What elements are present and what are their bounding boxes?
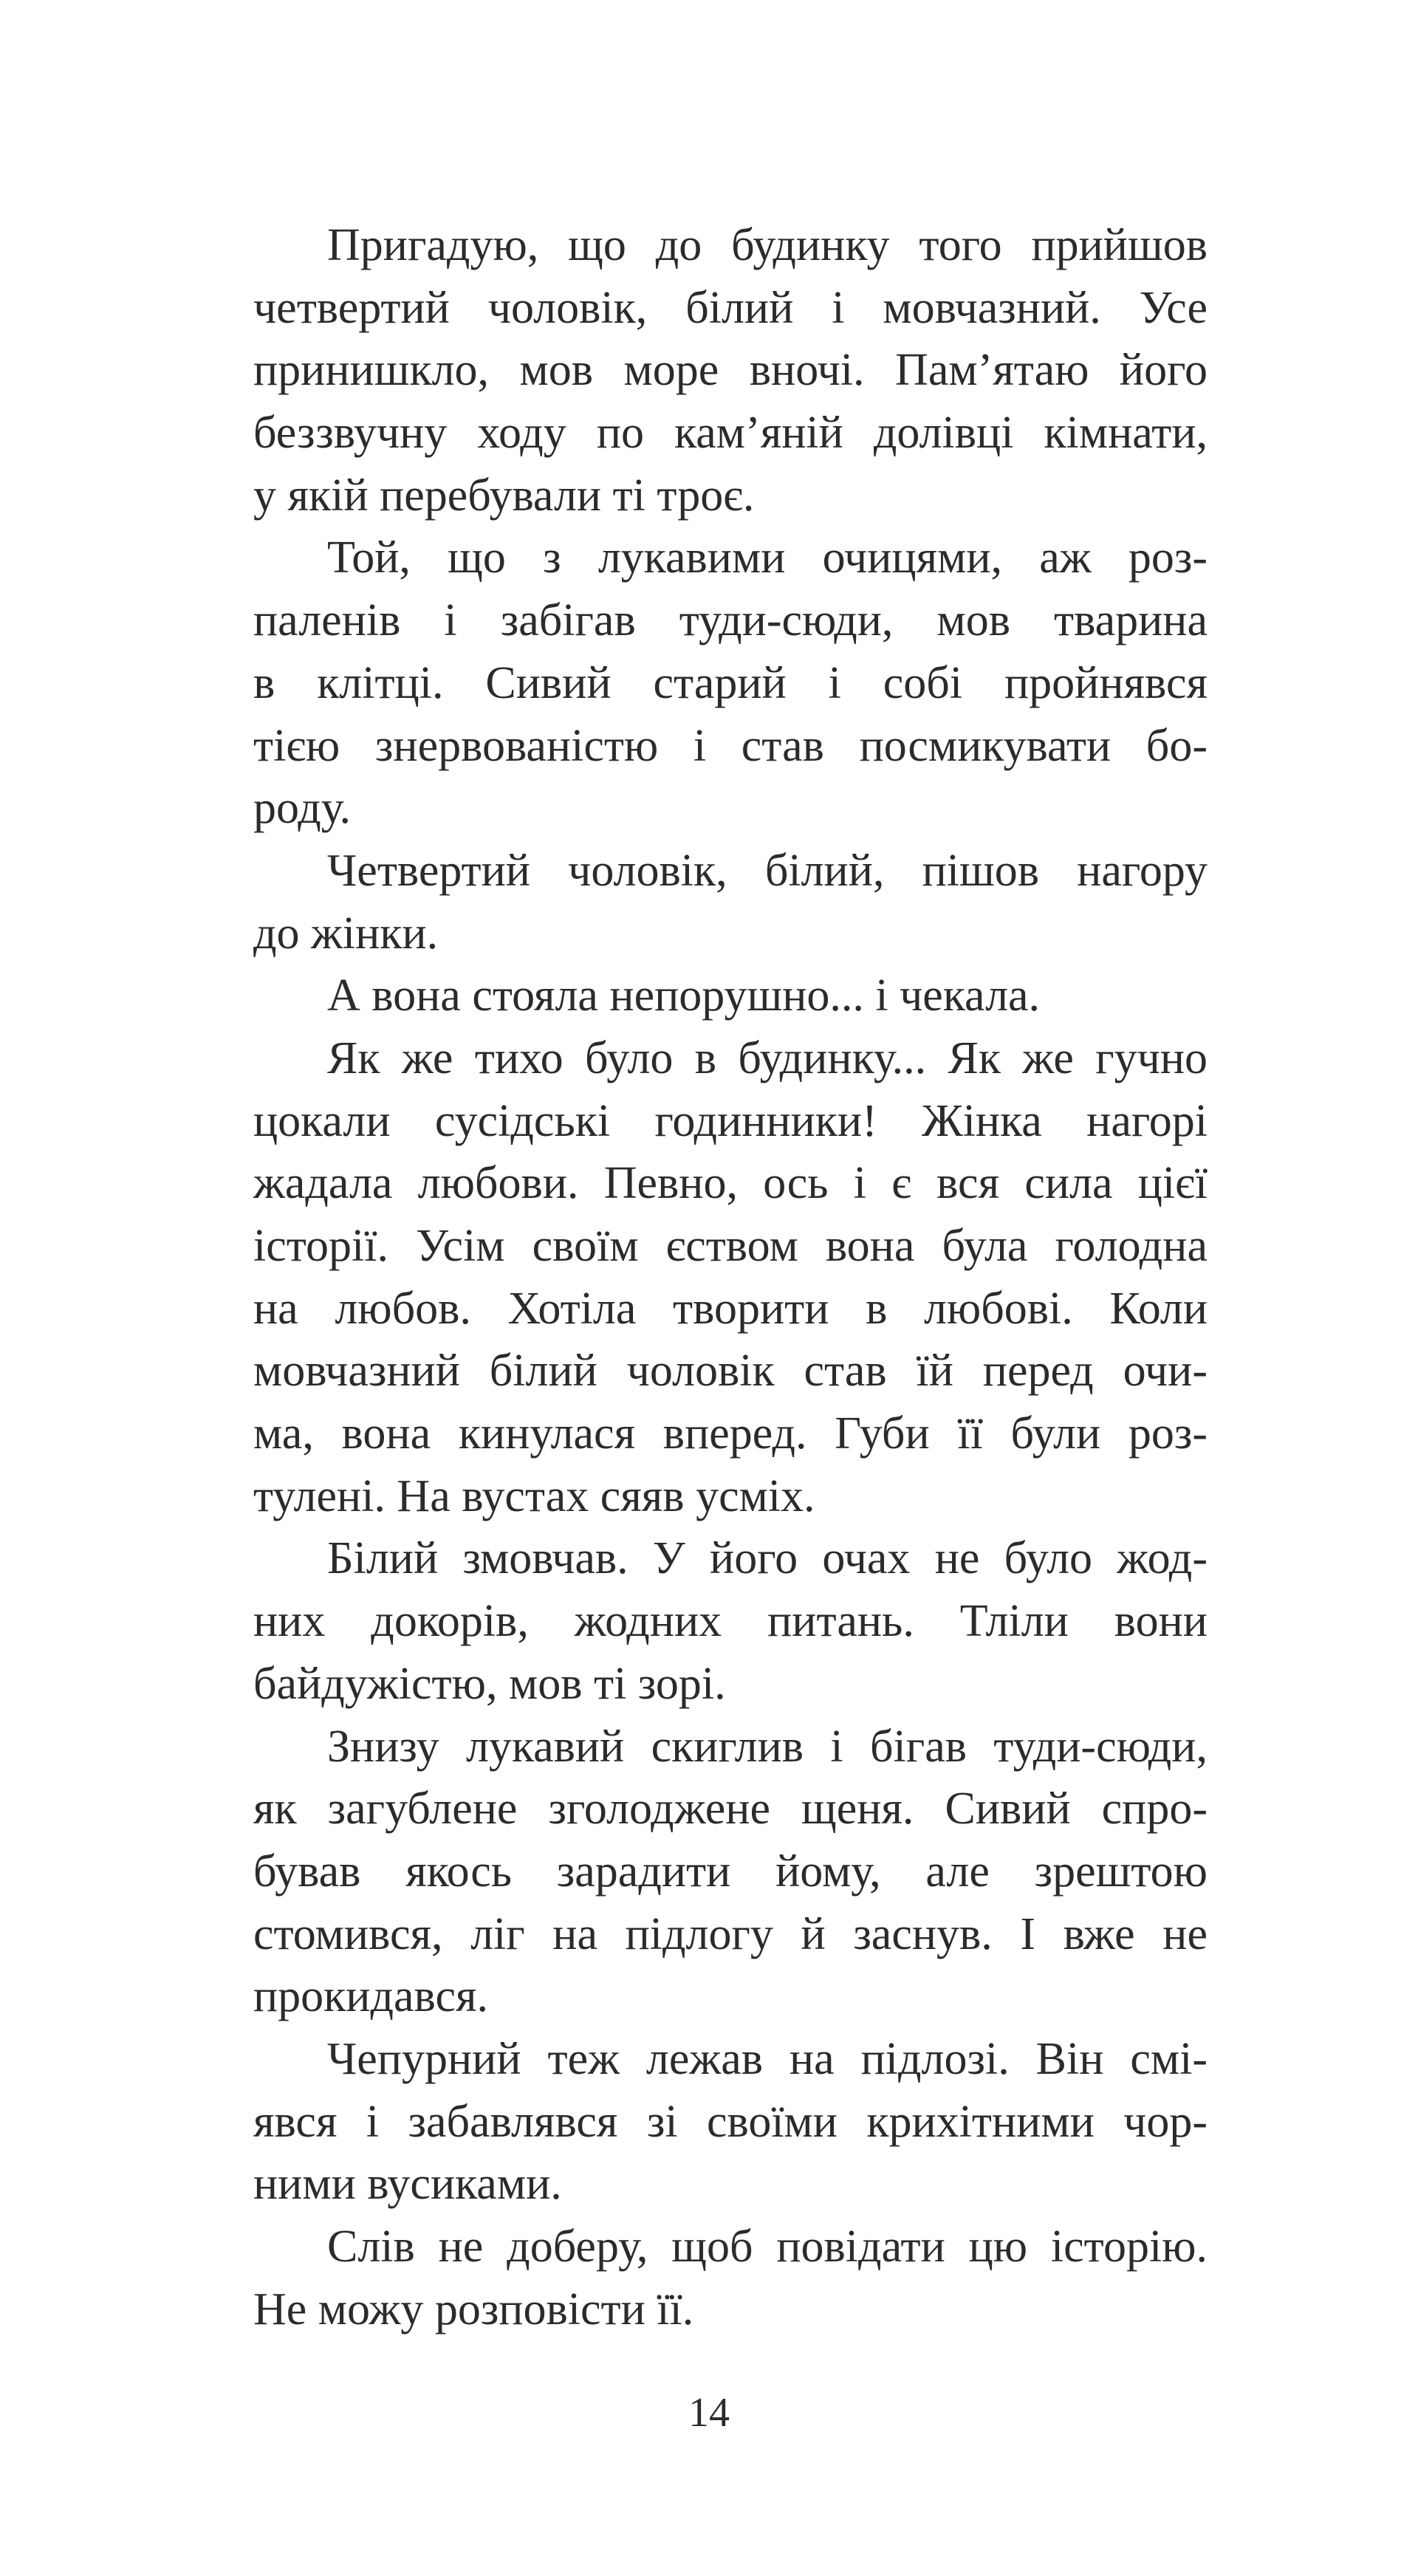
paragraph: [253, 1716, 1208, 2028]
paragraph: [253, 214, 1208, 527]
paragraph: [253, 527, 1208, 839]
paragraph: [253, 1527, 1208, 1715]
text-line: Слів не доберу, щоб повідати цю історію.: [327, 2222, 1208, 2272]
paragraph: [253, 840, 1208, 965]
text-line: історії. Усім своїм єством вона була голодна: [253, 1221, 1208, 1271]
text-line: на любов. Хотіла творити в любові. Коли: [253, 1283, 1208, 1334]
text-line: роду.: [253, 783, 352, 834]
text-line: стомився, ліг на підлогу й заснув. І вже не: [253, 1908, 1208, 1959]
page-number: 14: [688, 2390, 730, 2436]
text-line: цокали сусідські годинники! Жінка нагорі: [253, 1095, 1208, 1146]
paragraph: [253, 2028, 1208, 2216]
text-line: в клітці. Сивий старий і собі пройнявся: [253, 657, 1208, 708]
text-line: принишкло, мов море вночі. Пам’ятаю його: [253, 345, 1208, 396]
text-line: Четвертий чоловік, білий, пішов нагору: [327, 845, 1208, 896]
text-line: байдужістю, мов ті зорі.: [253, 1658, 726, 1709]
text-line: Пригадую, що до будинку того прийшов: [327, 220, 1208, 270]
text-line: четвертий чоловік, білий і мовчазний. Усе: [253, 282, 1208, 333]
text-line: ма, вона кинулася вперед. Губи її були роз-: [253, 1408, 1208, 1459]
text-line: тією знервованістю і став посмикувати бо-: [253, 720, 1208, 771]
text-line: Чепурний теж лежав на підлозі. Він смі-: [327, 2033, 1208, 2084]
text-line: них докорів, жодних питань. Тліли вони: [253, 1596, 1208, 1647]
paragraph: [253, 1027, 1208, 1528]
page-body-text: [253, 214, 1208, 2340]
text-line: явся і забавлявся зі своїми крихітними чор-: [253, 2096, 1208, 2147]
text-line: прокидався.: [253, 1971, 488, 2022]
text-line: паленів і забігав туди-сюди, мов тварина: [253, 595, 1208, 646]
text-line: Той, що з лукавими очицями, аж роз-: [327, 532, 1208, 583]
text-line: ними вусиками.: [253, 2159, 562, 2210]
text-line: А вона стояла непорушно... і чекала.: [327, 970, 1041, 1021]
paragraph: [253, 965, 1208, 1027]
text-line: мовчазний білий чоловік став їй перед очи-: [253, 1346, 1208, 1397]
text-line: Знизу лукавий скиглив і бігав туди-сюди,: [327, 1721, 1208, 1772]
text-line: Білий змовчав. У його очах не було жод-: [327, 1533, 1208, 1584]
text-line: Не можу розповісти її.: [253, 2284, 694, 2334]
text-line: беззвучну ходу по кам’яній долівці кімнати,: [253, 408, 1208, 459]
text-line: тулені. На вустах сяяв усміх.: [253, 1470, 815, 1521]
paragraph: [253, 2216, 1208, 2340]
text-line: як загублене зголоджене щеня. Сивий спро-: [253, 1784, 1208, 1835]
text-line: жадала любови. Певно, ось і є вся сила цієї: [253, 1158, 1208, 1209]
text-line: Як же тихо було в будинку... Як же гучно: [327, 1032, 1208, 1083]
text-line: до жінки.: [253, 908, 439, 959]
text-line: у якій перебували ті троє.: [253, 470, 755, 521]
text-line: бував якось зарадити йому, але зрештою: [253, 1846, 1208, 1897]
